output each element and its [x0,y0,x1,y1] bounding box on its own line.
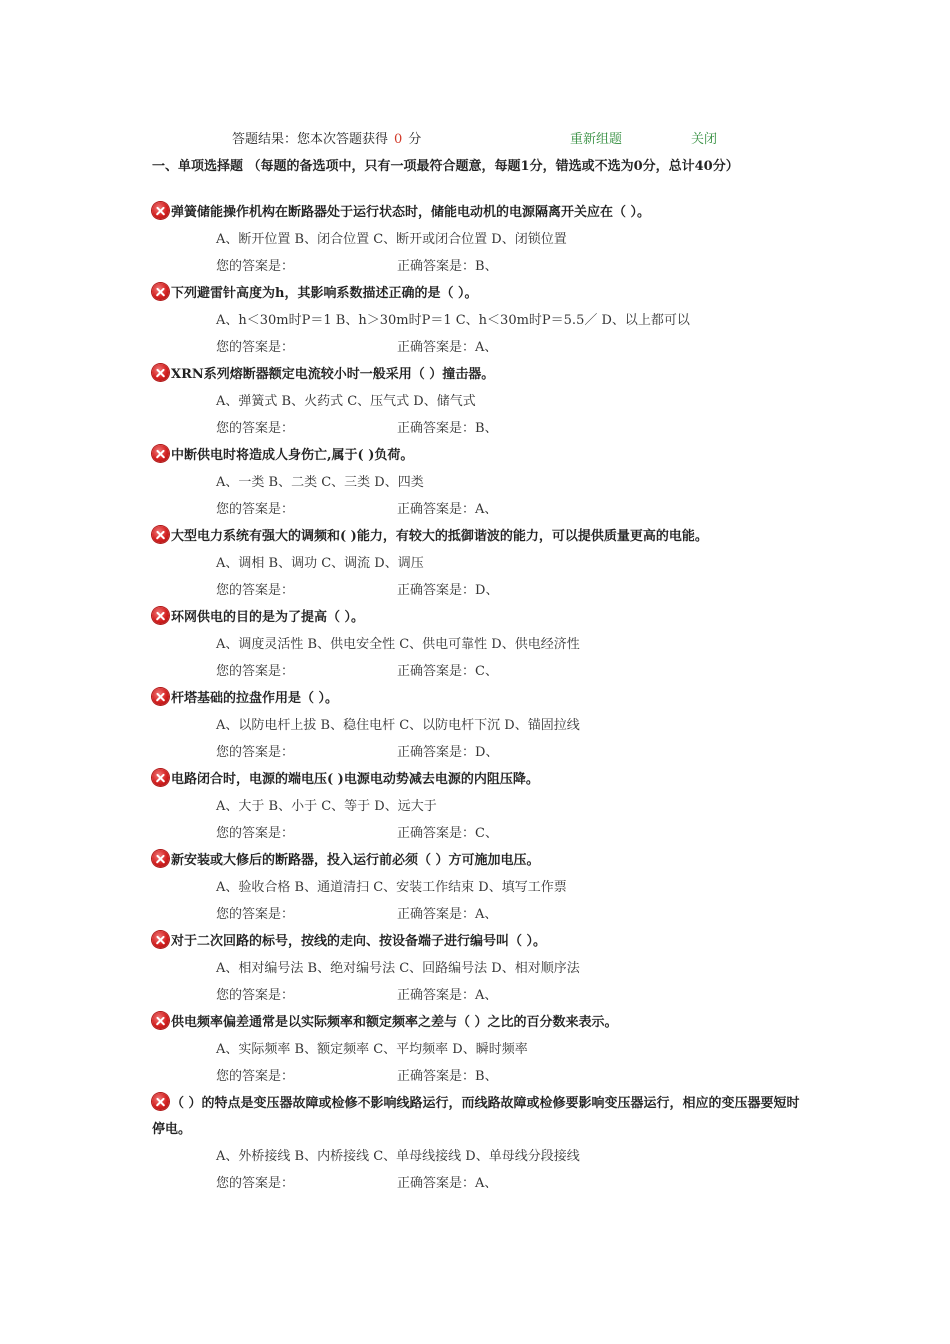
correct-answer [397,415,498,442]
question-title [152,1091,812,1143]
answer-row [152,415,812,443]
question-item [152,362,812,443]
answer-row [152,253,812,281]
your-answer-label: 您的答案是： [216,988,295,1003]
question-title [152,929,812,955]
your-answer-label: 您的答案是： [216,1176,295,1191]
question-options: A、调相 B、调功 C、调流 D、调压 [216,556,424,571]
correct-answer-value: C、 [475,664,498,679]
your-answer-label: 您的答案是： [216,421,295,436]
correct-answer-value: D、 [475,745,499,760]
wrong-answer-icon [152,445,169,462]
question-options: A、相对编号法 B、绝对编号法 C、回路编号法 D、相对顺序法 [216,961,580,976]
regenerate-quiz-link[interactable]: 重新组题 [570,132,623,147]
question-list [152,200,812,1198]
correct-answer-value: B、 [475,259,498,274]
question-title [152,281,812,307]
your-answer [216,253,294,280]
answer-row [152,820,812,848]
question-text: 对于二次回路的标号，按线的走向、按设备端子进行编号叫（ ）。 [171,934,547,949]
correct-answer [397,577,498,604]
your-answer-label: 您的答案是： [216,907,295,922]
correct-answer-value: B、 [475,421,498,436]
correct-answer-label: 正确答案是： [397,826,476,841]
question-title [152,362,812,388]
your-answer [216,415,294,442]
correct-answer-value: A、 [475,1176,498,1191]
correct-answer-value: D、 [475,583,499,598]
correct-answer-value: A、 [475,988,498,1003]
correct-answer-value: A、 [475,907,498,922]
question-item [152,200,812,281]
wrong-answer-icon [152,850,169,867]
question-item [152,1010,812,1091]
correct-answer-label: 正确答案是： [397,421,476,436]
question-text: 电路闭合时，电源的端电压( )电源电动势减去电源的内阻压降。 [171,772,539,787]
question-text: 新安装或大修后的断路器，投入运行前必须（ ）方可施加电压。 [171,853,540,868]
correct-answer-label: 正确答案是： [397,583,476,598]
result-label: 答题结果：您本次答题获得 [232,132,389,147]
your-answer-label: 您的答案是： [216,1069,295,1084]
question-item [152,443,812,524]
your-answer-label: 您的答案是： [216,583,295,598]
question-options: A、一类 B、二类 C、三类 D、四类 [216,475,424,490]
correct-answer-value: A、 [475,502,498,517]
your-answer-label: 您的答案是： [216,745,295,760]
question-item [152,524,812,605]
correct-answer-label: 正确答案是： [397,745,476,760]
correct-answer-label: 正确答案是： [397,907,476,922]
correct-answer-value: A、 [475,340,498,355]
question-options: A、实际频率 B、额定频率 C、平均频率 D、瞬时频率 [216,1042,528,1057]
question-text: 大型电力系统有强大的调频和( )能力，有较大的抵御谐波的能力，可以提供质量更高的电能。 [171,529,708,544]
question-item [152,605,812,686]
question-text: 杆塔基础的拉盘作用是（ ）。 [171,691,339,706]
correct-answer [397,253,498,280]
question-options: A、大于 B、小于 C、等于 D、远大于 [216,799,437,814]
wrong-answer-icon [152,364,169,381]
question-title [152,848,812,874]
question-options: A、以防电杆上拔 B、稳住电杆 C、以防电杆下沉 D、锚固拉线 [216,718,580,733]
your-answer [216,334,294,361]
your-answer [216,496,294,523]
question-options: A、调度灵活性 B、供电安全性 C、供电可靠性 D、供电经济性 [216,637,580,652]
your-answer-label: 您的答案是： [216,502,295,517]
answer-row [152,901,812,929]
question-text: 下列避雷针高度为h，其影响系数描述正确的是（ ）。 [171,286,478,301]
wrong-answer-icon [152,1093,169,1110]
correct-answer-label: 正确答案是： [397,1176,476,1191]
result-summary [232,128,421,147]
your-answer [216,1170,294,1197]
correct-answer-label: 正确答案是： [397,502,476,517]
answer-row [152,982,812,1010]
wrong-answer-icon [152,769,169,786]
wrong-answer-icon [152,1012,169,1029]
correct-answer-label: 正确答案是： [397,988,476,1003]
section-note: （每题的备选项中，只有一项最符合题意，每题1分，错选或不选为0分，总计40分） [247,159,739,174]
answer-row [152,496,812,524]
question-title [152,767,812,793]
answer-row [152,739,812,767]
wrong-answer-icon [152,202,169,219]
correct-answer-label: 正确答案是： [397,1069,476,1084]
your-answer [216,577,294,604]
question-title [152,686,812,712]
wrong-answer-icon [152,688,169,705]
answer-row [152,577,812,605]
question-title [152,524,812,550]
question-title [152,605,812,631]
question-title [152,200,812,226]
question-options: A、外桥接线 B、内桥接线 C、单母线接线 D、单母线分段接线 [216,1149,580,1164]
question-item [152,686,812,767]
wrong-answer-icon [152,931,169,948]
your-answer-label: 您的答案是： [216,259,295,274]
correct-answer-label: 正确答案是： [397,664,476,679]
correct-answer-label: 正确答案是： [397,259,476,274]
question-text: 弹簧储能操作机构在断路器处于运行状态时，储能电动机的电源隔离开关应在（ ）。 [171,205,651,220]
your-answer [216,1063,294,1090]
section-title: 一、单项选择题 [152,159,244,174]
question-options: A、弹簧式 B、火药式 C、压气式 D、储气式 [216,394,476,409]
score-unit: 分 [408,132,422,147]
answer-row [152,334,812,362]
question-text: 环网供电的目的是为了提高（ ）。 [171,610,365,625]
your-answer [216,820,294,847]
your-answer-label: 您的答案是： [216,664,295,679]
score-value: 0 [394,132,403,147]
correct-answer [397,496,497,523]
answer-row [152,1063,812,1091]
question-item [152,929,812,1010]
your-answer [216,901,294,928]
wrong-answer-icon [152,526,169,543]
question-text: XRN系列熔断器额定电流较小时一般采用（ ）撞击器。 [171,367,495,382]
correct-answer-value: C、 [475,826,498,841]
correct-answer-value: B、 [475,1069,498,1084]
wrong-answer-icon [152,283,169,300]
correct-answer [397,982,497,1009]
section-header [152,154,792,179]
question-item [152,767,812,848]
your-answer-label: 您的答案是： [216,826,295,841]
correct-answer [397,820,498,847]
correct-answer [397,1170,497,1197]
question-options: A、h＜30m时P＝1 B、h＞30m时P＝1 C、h＜30m时P＝5.5／ D、以上都可以 [216,313,690,328]
question-item [152,1091,812,1198]
correct-answer [397,658,498,685]
correct-answer [397,1063,498,1090]
question-title [152,1010,812,1036]
close-link[interactable]: 关闭 [691,132,718,147]
correct-answer [397,901,497,928]
your-answer [216,982,294,1009]
your-answer [216,739,294,766]
correct-answer-label: 正确答案是： [397,340,476,355]
wrong-answer-icon [152,607,169,624]
question-item [152,281,812,362]
correct-answer [397,739,498,766]
question-options: A、验收合格 B、通道清扫 C、安装工作结束 D、填写工作票 [216,880,567,895]
answer-row [152,658,812,686]
question-text: 供电频率偏差通常是以实际频率和额定频率之差与（ ）之比的百分数来表示。 [171,1015,618,1030]
your-answer [216,658,294,685]
question-options: A、断开位置 B、闭合位置 C、断开或闭合位置 D、闭锁位置 [216,232,567,247]
your-answer-label: 您的答案是： [216,340,295,355]
question-item [152,848,812,929]
question-text: 中断供电时将造成人身伤亡,属于( )负荷。 [171,448,414,463]
answer-row [152,1170,812,1198]
correct-answer [397,334,497,361]
question-title [152,443,812,469]
question-text: （ ）的特点是变压器故障或检修不影响线路运行，而线路故障或检修要影响变压器运行，相应的变压器要短时停电。 [152,1096,800,1137]
